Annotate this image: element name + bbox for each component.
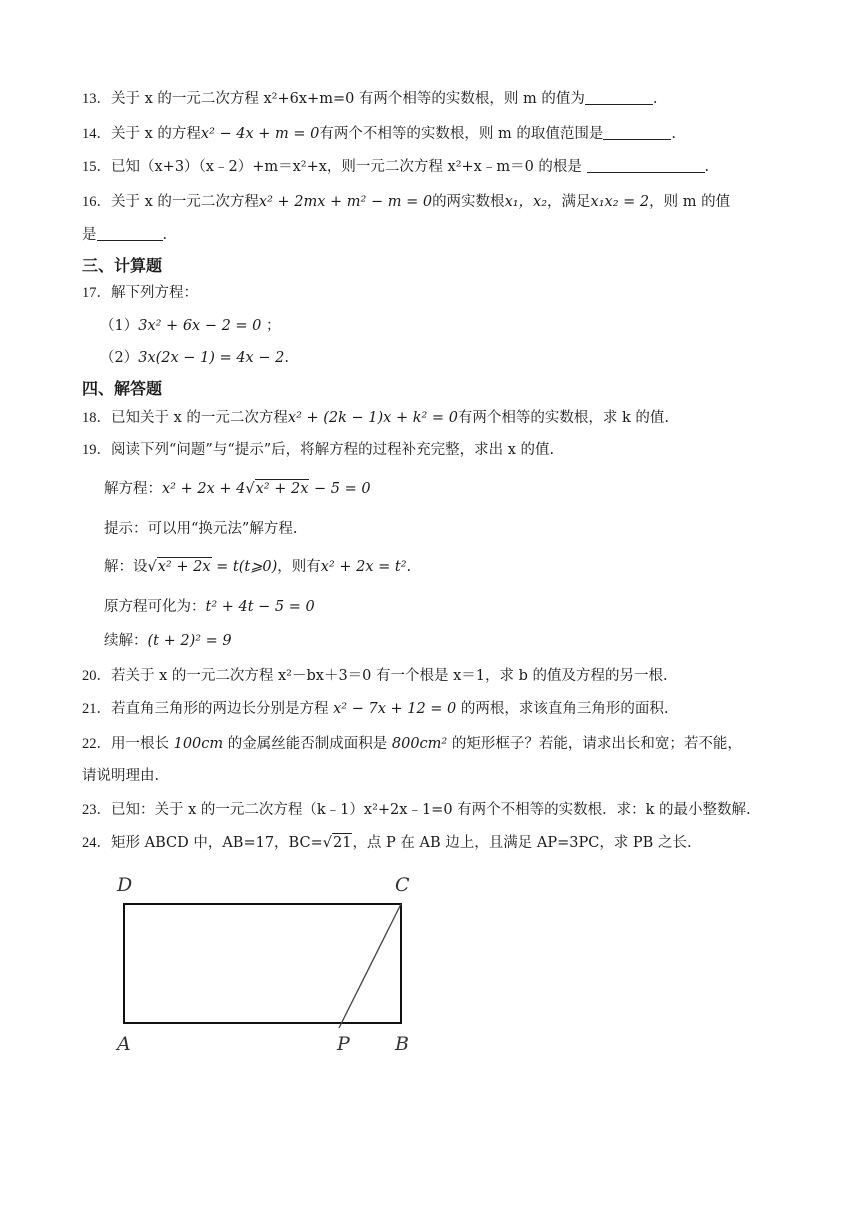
question-14: 14．关于 x 的方程x² − 4x + m = 0有两个不相等的实数根，则 m 的取值范围是 .: [82, 126, 676, 142]
answer-blank[interactable]: [587, 158, 705, 173]
question-22-line2: 请说明理由.: [82, 768, 160, 784]
question-21: 21．若直角三角形的两边长分别是方程 x² − 7x + 12 = 0 的两根，求该直角三角形的面积.: [82, 701, 669, 717]
label-c: C: [395, 874, 410, 896]
question-19-equation: 解方程：x² + 2x + 4√x² + 2x − 5 = 0: [104, 481, 371, 497]
question-19-continue: 续解：(t + 2)² = 9: [104, 633, 232, 649]
question-15: 15．已知（x+3）（x﹣2）+m＝x²+x，则一元二次方程 x²+x﹣m＝0 的根是 .: [82, 159, 710, 175]
question-18: 18．已知关于 x 的一元二次方程x² + (2k − 1)x + k² = 0有两个相等的实数根，求 k 的值.: [82, 410, 670, 426]
label-a: A: [117, 1033, 131, 1055]
question-23: 23．已知：关于 x 的一元二次方程（k﹣1）x²+2x﹣1=0 有两个不相等的实数根．求：k 的最小整数解.: [82, 802, 751, 818]
question-19: 19．阅读下列“问题”与“提示”后，将解方程的过程补充完整，求出 x 的值.: [82, 442, 555, 458]
question-13: 13．关于 x 的一元二次方程 x²+6x+m=0 有两个相等的实数根，则 m 的值为 .: [82, 91, 658, 107]
segment-pc: [339, 904, 401, 1028]
question-19-reduced: 原方程可化为：t² + 4t − 5 = 0: [104, 599, 315, 615]
question-17: 17．解下列方程：: [82, 285, 198, 301]
label-p: P: [337, 1033, 350, 1055]
question-17-part-1: （1）3x² + 6x − 2 = 0 ；: [100, 318, 281, 334]
question-17-part-2: （2）3x(2x − 1) = 4x − 2.: [100, 350, 289, 366]
rectangle-figure: [105, 868, 425, 1058]
question-19-hint: 提示：可以用“换元法”解方程.: [104, 521, 298, 537]
label-b: B: [395, 1033, 409, 1055]
section-heading-4: 四、解答题: [82, 379, 163, 398]
label-d: D: [117, 874, 133, 896]
answer-blank[interactable]: [97, 226, 163, 241]
question-24: 24．矩形 ABCD 中，AB=17，BC=√21，点 P 在 AB 边上，且满足 AP=3PC，求 PB 之长.: [82, 835, 692, 851]
question-20: 20．若关于 x 的一元二次方程 x²－bx＋3＝0 有一个根是 x＝1，求 b 的值及方程的另一根.: [82, 668, 668, 684]
answer-blank[interactable]: [603, 125, 671, 140]
answer-blank[interactable]: [585, 90, 653, 105]
section-heading-3: 三、计算题: [82, 256, 163, 275]
question-16: 16．关于 x 的一元二次方程x² + 2mx + m² − m = 0的两实数根x₁，x₂，满足x₁x₂ = 2，则 m 的值: [82, 194, 731, 210]
question-22: 22．用一根长 100cm 的金属丝能否制成面积是 800cm² 的矩形框子？若能，请求出长和宽；若不能，: [82, 736, 742, 752]
question-19-substitution: 解：设√x² + 2x = t(t⩾0)，则有x² + 2x = t².: [104, 559, 412, 575]
question-16-line2: 是 .: [82, 227, 168, 243]
rectangle-abcd: [124, 904, 401, 1023]
